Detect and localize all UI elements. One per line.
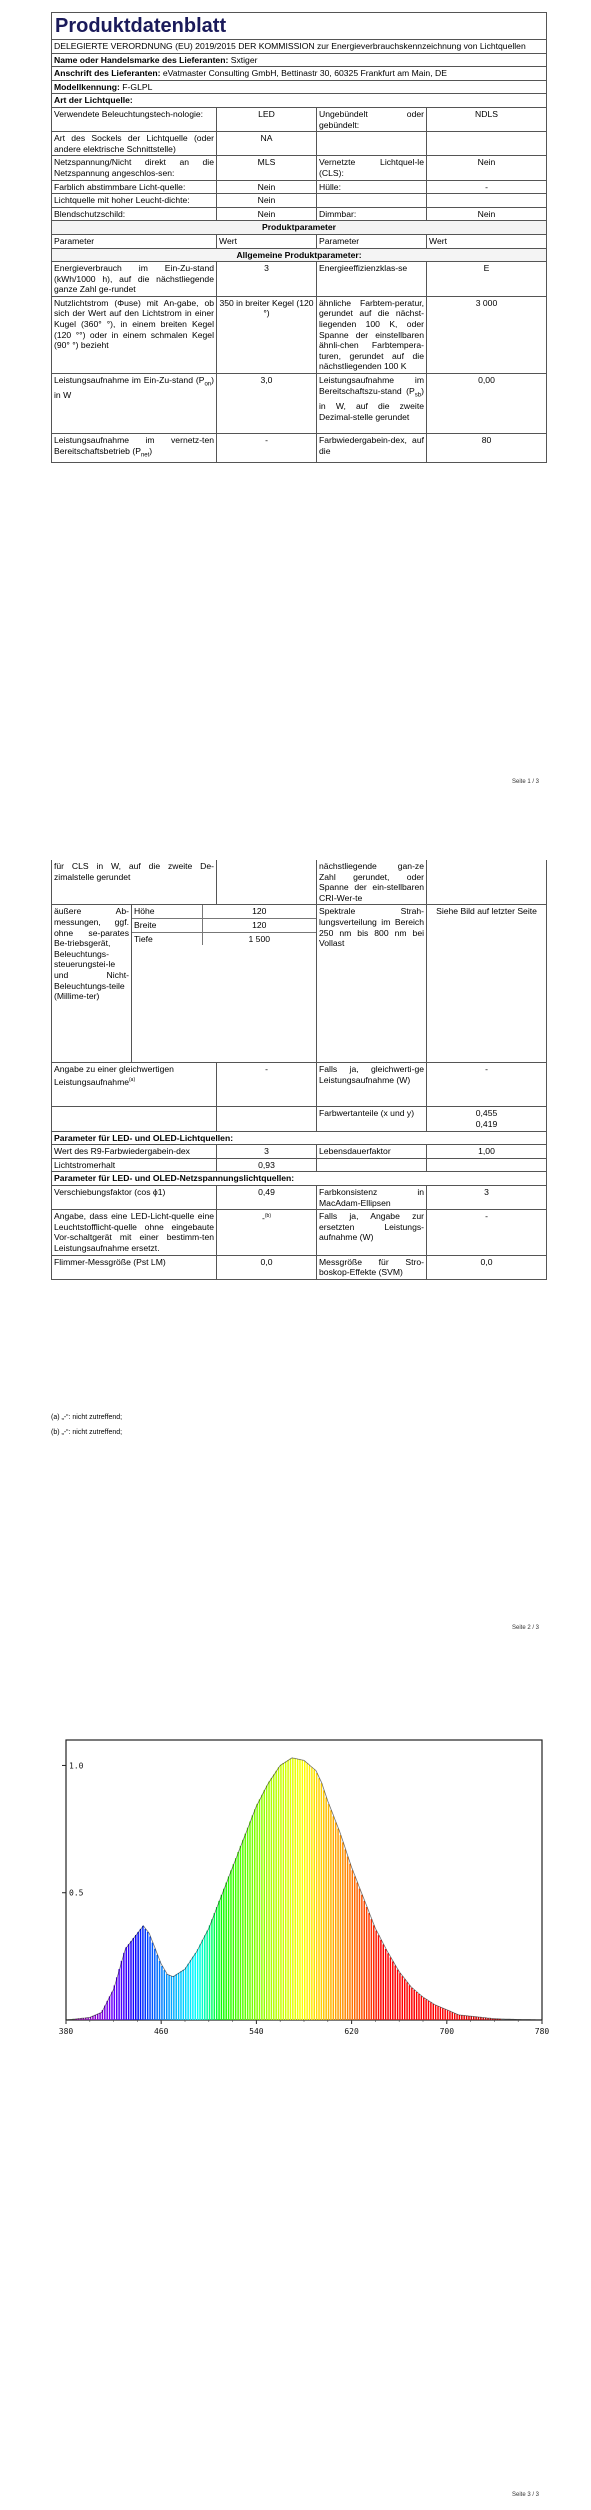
- x-tick-label: 780: [534, 2027, 550, 2036]
- spectrum-bar: [99, 2013, 100, 2020]
- row-glare-label: Blendschutzschild:: [52, 207, 217, 221]
- spectrum-bar: [209, 1925, 210, 2020]
- equiv-power-claim-sup: (a): [129, 1076, 136, 1083]
- standby-label-sub: sb: [414, 392, 422, 399]
- net-standby-label: [52, 434, 217, 463]
- r9-value: 3: [217, 1145, 317, 1159]
- dim-depth-label: Tiefe: [132, 932, 202, 945]
- net-standby-label-text: Leistungsaufnahme im vernetz-ten Bereitschaftsbetrieb (P: [54, 435, 214, 456]
- energy-label: Energieverbrauch im Ein-Zu-stand (kWh/1000 h), auf die nächstliegende ganze Zahl ge-rundet: [52, 262, 217, 297]
- spectrum-bar: [418, 1994, 419, 2020]
- spectrum-bar: [416, 1992, 417, 2020]
- spectrum-bar: [211, 1919, 212, 2020]
- spectrum-bar: [111, 1992, 112, 2020]
- regulation-text: DELEGIERTE VERORDNUNG (EU) 2019/2015 DER KOMMISSION zur Energieverbrauchskennzeichnung von Lichtquellen: [52, 40, 547, 54]
- spectrum-bar: [171, 1976, 172, 2020]
- spectrum-bar: [106, 2001, 107, 2020]
- spectrum-bar: [347, 1857, 348, 2020]
- spectrum-bar: [309, 1765, 310, 2020]
- spectrum-bar: [159, 1961, 160, 2020]
- spectrum-bar: [449, 2011, 450, 2020]
- replacement-claim-value: [217, 1210, 317, 1255]
- replacement-claim-value-text: -: [262, 1212, 265, 1223]
- spectrum-bar: [242, 1840, 243, 2020]
- spectrum-bar: [364, 1901, 365, 2020]
- row-envelope-label: Hülle:: [317, 180, 427, 194]
- row-technology-label: Verwendete Beleuchtungstech-nologie:: [52, 107, 217, 131]
- spectrum-bar: [440, 2007, 441, 2020]
- spectrum-bar: [199, 1944, 200, 2020]
- spectrum-bar: [454, 2013, 455, 2020]
- spectrum-bar: [266, 1786, 267, 2020]
- col-header-value-2: Wert: [427, 234, 547, 248]
- supplier-address-value: eVatmaster Consulting GmbH, Bettinastr 30, 60325 Frankfurt am Main, DE: [162, 68, 447, 79]
- replaced-power-label: Falls ja, Angabe zur ersetzten Leistungs-aufnahme (W): [317, 1210, 427, 1255]
- dim-width-value: 120: [202, 918, 316, 932]
- spectrum-bar: [297, 1759, 298, 2020]
- col-header-value-1: Wert: [217, 234, 317, 248]
- spectrum-bar: [264, 1790, 265, 2020]
- equiv-power-label: Falls ja, gleichwerti-ge Leistungsaufnahme (W): [317, 1063, 427, 1107]
- x-tick-label: 540: [249, 2027, 264, 2036]
- spectrum-bar: [202, 1940, 203, 2020]
- spectrum-bar: [247, 1828, 248, 2020]
- dpf-value: 0,49: [217, 1185, 317, 1209]
- spectrum-bar: [349, 1864, 350, 2020]
- row-cap-label: Art des Sockels der Lichtquelle (oder andere elektrische Schnittstelle): [52, 132, 217, 156]
- spectrum-bar: [292, 1758, 293, 2020]
- standby-label-text: Leistungsaufnahme im Bereitschaftszu-stand (P: [319, 375, 424, 396]
- row-cap-empty-label: [317, 132, 427, 156]
- cri-continued: nächstliegende gan-ze Zahl gerundet, oder Spanne der ein-stellbaren CRI-Wer-te: [317, 860, 427, 905]
- row-dimmable-value: Nein: [427, 207, 547, 221]
- equiv-power-value: -: [427, 1063, 547, 1107]
- efficiency-class-label: Energieeffizienzklas-se: [317, 262, 427, 297]
- spectrum-bar: [385, 1949, 386, 2020]
- spectrum-bar: [123, 1953, 124, 2020]
- spectrum-bar: [459, 2015, 460, 2020]
- spectrum-bar: [368, 1913, 369, 2020]
- page-3-footer: Seite 3 / 3: [512, 2492, 540, 2498]
- standby-value: 0,00: [427, 374, 547, 434]
- product-params-header: Produktparameter: [52, 221, 547, 235]
- spectrum-bar: [402, 1976, 403, 2020]
- spectrum-bar: [423, 1998, 424, 2020]
- mains-header: Parameter für LED- und OLED-Netzspannungslichtquellen:: [52, 1172, 547, 1186]
- x-tick-label: 380: [58, 2027, 74, 2036]
- spectrum-bar: [294, 1759, 295, 2020]
- spectrum-bar: [154, 1949, 155, 2020]
- page-2: [0, 860, 591, 1660]
- chroma-label: Farbwertanteile (x und y): [317, 1107, 427, 1131]
- x-tick-label: 700: [439, 2027, 455, 2036]
- flux-value: 350 in breiter Kegel (120 °): [217, 296, 317, 373]
- spectrum-bar: [444, 2009, 445, 2020]
- spectrum-bar: [178, 1973, 179, 2020]
- supplier-name-value: Sxtiger: [230, 54, 258, 65]
- footnote-a: (a) „-“: nicht zutreffend;: [51, 1414, 123, 1421]
- spectrum-bar: [366, 1907, 367, 2020]
- spectrum-bar: [283, 1763, 284, 2020]
- datasheet-table-page-1: [51, 12, 547, 463]
- spectrum-bar: [375, 1931, 376, 2020]
- spectrum-bar: [249, 1821, 250, 2020]
- general-params-header: Allgemeine Produktparameter:: [52, 248, 547, 262]
- spectrum-bar: [323, 1790, 324, 2020]
- power-on-label-text: Leistungsaufnahme im Ein-Zu-stand (P: [54, 375, 205, 386]
- equiv-power-claim-text: Angabe zu einer gleichwertigen Leistungsaufnahme: [54, 1064, 174, 1087]
- spectrum-bar: [140, 1929, 141, 2020]
- spectrum-bar: [183, 1970, 184, 2020]
- spectrum-bar: [468, 2016, 469, 2020]
- spectrum-bar: [116, 1977, 117, 2020]
- r9-label: Wert des R9-Farbwiedergabein-dex: [52, 1145, 217, 1159]
- spectrum-bar: [271, 1778, 272, 2020]
- spectrum-bar: [285, 1762, 286, 2020]
- svm-value: 0,0: [427, 1255, 547, 1279]
- spectrum-bar: [161, 1966, 162, 2020]
- col-header-param-1: Parameter: [52, 234, 217, 248]
- spectrum-bar: [261, 1795, 262, 2020]
- spectrum-bar: [433, 2004, 434, 2020]
- spectrum-bar: [273, 1774, 274, 2020]
- spectrum-bar: [240, 1846, 241, 2020]
- chroma-empty-2: [217, 1107, 317, 1131]
- lifetime-label: Lebensdauerfaktor: [317, 1145, 427, 1159]
- supplier-address-row: [52, 67, 547, 81]
- spectrum-bar: [121, 1961, 122, 2020]
- model-row: [52, 80, 547, 94]
- spectrum-bar: [302, 1760, 303, 2020]
- spectrum-bar: [268, 1781, 269, 2020]
- cri-value: 80: [427, 434, 547, 463]
- datasheet-table-page-2: [51, 860, 547, 1280]
- row-luminance-value: Nein: [217, 194, 317, 208]
- spectrum-bar: [471, 2016, 472, 2020]
- spectrum-bar: [330, 1810, 331, 2020]
- cri-label: Farbwiedergabein-dex, auf die: [317, 434, 427, 463]
- spectrum-bar: [352, 1870, 353, 2020]
- spectrum-bar: [164, 1970, 165, 2020]
- supplier-address-label: Anschrift des Lieferanten:: [54, 68, 161, 79]
- spectrum-bar: [214, 1913, 215, 2020]
- svm-label: Messgröße für Stro-boskop-Effekte (SVM): [317, 1255, 427, 1279]
- light-type-header: Art der Lichtquelle:: [52, 94, 547, 108]
- row-luminance-empty-value: [427, 194, 547, 208]
- spectrum-bar: [275, 1771, 276, 2020]
- dim-width-label: Breite: [132, 918, 202, 932]
- spectrum-bar: [463, 2016, 464, 2020]
- spectrum-bar: [392, 1961, 393, 2020]
- spectrum-bar: [135, 1935, 136, 2020]
- row-technology-value: LED: [217, 107, 317, 131]
- spectrum-bar: [228, 1876, 229, 2020]
- spectrum-bar: [252, 1815, 253, 2020]
- chroma-empty-1: [52, 1107, 217, 1131]
- row-mains-label: Netzspannung/Nicht direkt an die Netzspannung angeschlos-sen:: [52, 156, 217, 180]
- x-tick-label: 460: [153, 2027, 169, 2036]
- footnote-b: (b) „-“: nicht zutreffend;: [51, 1429, 123, 1436]
- chroma-values: [427, 1107, 547, 1131]
- spectrum-bar: [235, 1858, 236, 2020]
- maintenance-value: 0,93: [217, 1158, 317, 1172]
- y-tick-label: 1.0: [69, 1761, 84, 1771]
- replacement-claim-label: Angabe, dass eine LED-Licht-quelle eine Leuchtstofflicht-quelle ohne eingebaute Vor-schaltgerät mit einer bestimm-ten Leistungsaufnahme ersetzt.: [52, 1210, 217, 1255]
- spectrum-bar: [397, 1970, 398, 2020]
- dim-height-label: Höhe: [132, 905, 202, 918]
- spectral-distribution-chart: [44, 1724, 554, 2044]
- spectrum-bar: [337, 1829, 338, 2020]
- power-on-value: 3,0: [217, 374, 317, 434]
- spectrum-bar: [137, 1932, 138, 2020]
- page-1-footer: Seite 1 / 3: [512, 779, 540, 785]
- spectrum-bar: [333, 1816, 334, 2020]
- spectrum-bar: [204, 1935, 205, 2020]
- spectral-value: Siehe Bild auf letzter Seite: [427, 905, 547, 1063]
- chroma-y: 0,419: [475, 1118, 498, 1129]
- flicker-label: Flimmer-Messgröße (Pst LM): [52, 1255, 217, 1279]
- maintenance-empty-2: [427, 1158, 547, 1172]
- spectrum-bar: [278, 1767, 279, 2020]
- spectrum-bar: [340, 1835, 341, 2020]
- spectrum-bar: [114, 1985, 115, 2020]
- spectrum-bar: [156, 1955, 157, 2020]
- model-label: Modellkennung:: [54, 81, 120, 92]
- lifetime-value: 1,00: [427, 1145, 547, 1159]
- spectrum-bar: [259, 1799, 260, 2020]
- maintenance-empty-1: [317, 1158, 427, 1172]
- maintenance-label: Lichtstromerhalt: [52, 1158, 217, 1172]
- spectrum-bar: [344, 1849, 345, 2020]
- spectrum-bar: [118, 1969, 119, 2020]
- spectral-label: Spektrale Strah-lungsverteilung im Bereich 250 nm bis 800 nm bei Vollast: [317, 905, 427, 1063]
- spectrum-bar: [390, 1957, 391, 2020]
- spectrum-bar: [311, 1767, 312, 2020]
- row-envelope-value: -: [427, 180, 547, 194]
- spectrum-bar: [166, 1974, 167, 2020]
- chroma-x: 0,455: [475, 1108, 498, 1119]
- row-luminance-empty-label: [317, 194, 427, 208]
- page-title: Produktdatenblatt: [52, 13, 547, 40]
- spectrum-bar: [306, 1763, 307, 2020]
- net-standby-continued: für CLS in W, auf die zweite De-zimalstelle gerundet: [52, 860, 217, 905]
- spectrum-bar: [335, 1822, 336, 2020]
- row-directional-label: Ungebündelt oder gebündelt:: [317, 107, 427, 131]
- cct-value: 3 000: [427, 296, 547, 373]
- spectrum-bar: [359, 1889, 360, 2020]
- row-cap-value: NA: [217, 132, 317, 156]
- spectrum-bar: [371, 1919, 372, 2020]
- spectrum-bar: [378, 1935, 379, 2020]
- standby-label-suffix: ) in W, auf die zweite Dezimal-stelle gerundet: [319, 385, 424, 422]
- spectrum-bar: [173, 1976, 174, 2020]
- row-luminance-label: Lichtquelle mit hoher Leucht-dichte:: [52, 194, 217, 208]
- led-oled-header: Parameter für LED- und OLED-Lichtquellen:: [52, 1131, 547, 1145]
- spectrum-bar: [321, 1783, 322, 2020]
- supplier-name-label: Name oder Handelsmarke des Lieferanten:: [54, 54, 229, 65]
- spectrum-bar: [466, 2016, 467, 2020]
- spectrum-bar: [325, 1798, 326, 2020]
- spectrum-bar: [223, 1889, 224, 2020]
- spectrum-bar: [361, 1895, 362, 2020]
- net-standby-label-sub: net: [140, 452, 150, 459]
- energy-value: 3: [217, 262, 317, 297]
- spectrum-bar: [197, 1949, 198, 2020]
- spectrum-bar: [287, 1760, 288, 2020]
- row-cap-empty-value: [427, 132, 547, 156]
- standby-label: [317, 374, 427, 434]
- spectrum-bar: [461, 2015, 462, 2020]
- spectrum-bar: [142, 1926, 143, 2020]
- row-tunable-value: Nein: [217, 180, 317, 194]
- spectrum-bar: [304, 1761, 305, 2020]
- power-on-label-sub: on: [204, 381, 212, 388]
- spectrum-bar: [190, 1960, 191, 2020]
- replaced-power-value: -: [427, 1210, 547, 1255]
- equiv-power-claim-value: -: [217, 1063, 317, 1107]
- spectrum-bar: [404, 1979, 405, 2020]
- spectrum-bar: [206, 1931, 207, 2020]
- cct-label: ähnliche Farbtem-peratur, gerundet auf die nächst-liegenden 100 K, oder Spanne der einstellbaren ähnli-chen Farbtempera-turen, gerundet auf die nächstliegenden 100 K: [317, 296, 427, 373]
- spectrum-bar: [225, 1883, 226, 2020]
- spectrum-bar: [413, 1990, 414, 2020]
- page-3: [0, 1700, 591, 2510]
- spectrum-bar: [128, 1944, 129, 2020]
- spectrum-bar: [233, 1864, 234, 2020]
- spectrum-bar: [280, 1765, 281, 2020]
- row-tunable-label: Farblich abstimmbare Licht-quelle:: [52, 180, 217, 194]
- spectrum-bar: [354, 1876, 355, 2020]
- dimensions-label: äußere Ab-messungen, ggf. ohne se-parates Be-triebsgerät, Beleuchtungs-steuerungstei-le und Nicht-Beleuchtungs-teile (Millime-ter): [52, 905, 132, 1063]
- spectrum-bar: [406, 1982, 407, 2020]
- color-consistency-label: Farbkonsistenz in MacAdam-Ellipsen: [317, 1185, 427, 1209]
- spectrum-bar: [97, 2014, 98, 2020]
- equiv-power-claim-label: [52, 1063, 217, 1107]
- spectrum-bar: [145, 1929, 146, 2020]
- spectrum-bar: [473, 2017, 474, 2020]
- row-dimmable-label: Dimmbar:: [317, 207, 427, 221]
- net-standby-value: -: [217, 434, 317, 463]
- power-on-label: [52, 374, 217, 434]
- spectrum-bar: [314, 1770, 315, 2020]
- spectrum-bar: [256, 1804, 257, 2020]
- spectrum-bar: [437, 2006, 438, 2020]
- spectrum-bar: [245, 1834, 246, 2020]
- net-standby-label-suffix: ): [149, 445, 153, 456]
- dimensions-cell: [132, 905, 317, 1063]
- net-standby-continued-value: [217, 860, 317, 905]
- spectrum-bar: [254, 1809, 255, 2020]
- col-header-param-2: Parameter: [317, 234, 427, 248]
- spectrum-bar: [342, 1842, 343, 2020]
- spectrum-bar: [187, 1964, 188, 2020]
- spectrum-bar: [442, 2008, 443, 2020]
- page-1: [0, 0, 591, 800]
- dpf-label: Verschiebungsfaktor (cos ϕ1): [52, 1185, 217, 1209]
- cri-continued-value: [427, 860, 547, 905]
- spectrum-bar: [133, 1938, 134, 2020]
- spectrum-bar: [428, 2001, 429, 2020]
- spectrum-bar: [435, 2005, 436, 2020]
- spectrum-bar: [109, 1996, 110, 2020]
- flicker-value: 0,0: [217, 1255, 317, 1279]
- spectrum-bar: [380, 1940, 381, 2020]
- replacement-claim-sup: (b): [264, 1213, 272, 1220]
- spectrum-bar: [147, 1932, 148, 2020]
- spectrum-bar: [316, 1773, 317, 2020]
- spectrum-bar: [218, 1901, 219, 2020]
- spectrum-bar: [130, 1941, 131, 2020]
- spectrum-bar: [290, 1759, 291, 2020]
- spectrum-bar: [149, 1937, 150, 2020]
- row-cls-value: Nein: [427, 156, 547, 180]
- spectrum-bar: [421, 1996, 422, 2020]
- spectrum-bar: [409, 1985, 410, 2020]
- spectrum-bar: [383, 1944, 384, 2020]
- dimensions-table: [132, 905, 316, 945]
- page-2-footer: Seite 2 / 3: [512, 1625, 540, 1631]
- spectrum-bar: [475, 2017, 476, 2020]
- dim-depth-value: 1 500: [202, 932, 316, 945]
- flux-label: Nutzlichtstrom (Φuse) mit An-gabe, ob sich der Wert auf den Lichtstrom in einer Kugel (360° °), in einem breiten Kegel (120 °°) oder in einem schmalen Kegel (90° °) bezieht: [52, 296, 217, 373]
- spectrum-bar: [430, 2002, 431, 2020]
- spectrum-bar: [399, 1973, 400, 2020]
- spectrum-bar: [237, 1852, 238, 2020]
- spectrum-bar: [230, 1870, 231, 2020]
- row-cls-label: Vernetzte Lichtquel-le (CLS):: [317, 156, 427, 180]
- spectrum-bar: [456, 2014, 457, 2020]
- spectrum-bar: [452, 2012, 453, 2020]
- spectrum-bar: [480, 2017, 481, 2020]
- spectrum-bar: [192, 1957, 193, 2020]
- spectrum-bar: [195, 1953, 196, 2020]
- spectrum-bar: [152, 1943, 153, 2020]
- spectrum-bar: [387, 1953, 388, 2020]
- spectrum-bar: [447, 2010, 448, 2020]
- spectrum-bar: [126, 1947, 127, 2020]
- row-mains-value: MLS: [217, 156, 317, 180]
- spectrum-bar: [328, 1804, 329, 2020]
- spectrum-bar: [425, 1999, 426, 2020]
- row-glare-value: Nein: [217, 207, 317, 221]
- spectrum-bar: [175, 1974, 176, 2020]
- efficiency-class-value: E: [427, 262, 547, 297]
- supplier-name-row: [52, 53, 547, 67]
- row-directional-value: NDLS: [427, 107, 547, 131]
- spectrum-bar: [478, 2017, 479, 2020]
- x-tick-label: 620: [344, 2027, 359, 2036]
- spectrum-bar: [180, 1971, 181, 2020]
- spectrum-bar: [299, 1760, 300, 2020]
- spectrum-bar: [221, 1895, 222, 2020]
- spectrum-bar: [373, 1925, 374, 2020]
- spectrum-bar: [356, 1883, 357, 2020]
- model-value: F-GLPL: [122, 81, 153, 92]
- y-tick-label: 0.5: [69, 1888, 84, 1898]
- spectrum-bar: [394, 1966, 395, 2020]
- spectrum-bar: [168, 1975, 169, 2020]
- dim-height-value: 120: [202, 905, 316, 918]
- spectrum-bar: [411, 1988, 412, 2020]
- spectrum-bar: [185, 1967, 186, 2020]
- color-consistency-value: 3: [427, 1185, 547, 1209]
- power-on-label-suffix: ) in W: [54, 375, 214, 401]
- spectrum-bar: [318, 1778, 319, 2020]
- spectrum-bar: [216, 1907, 217, 2020]
